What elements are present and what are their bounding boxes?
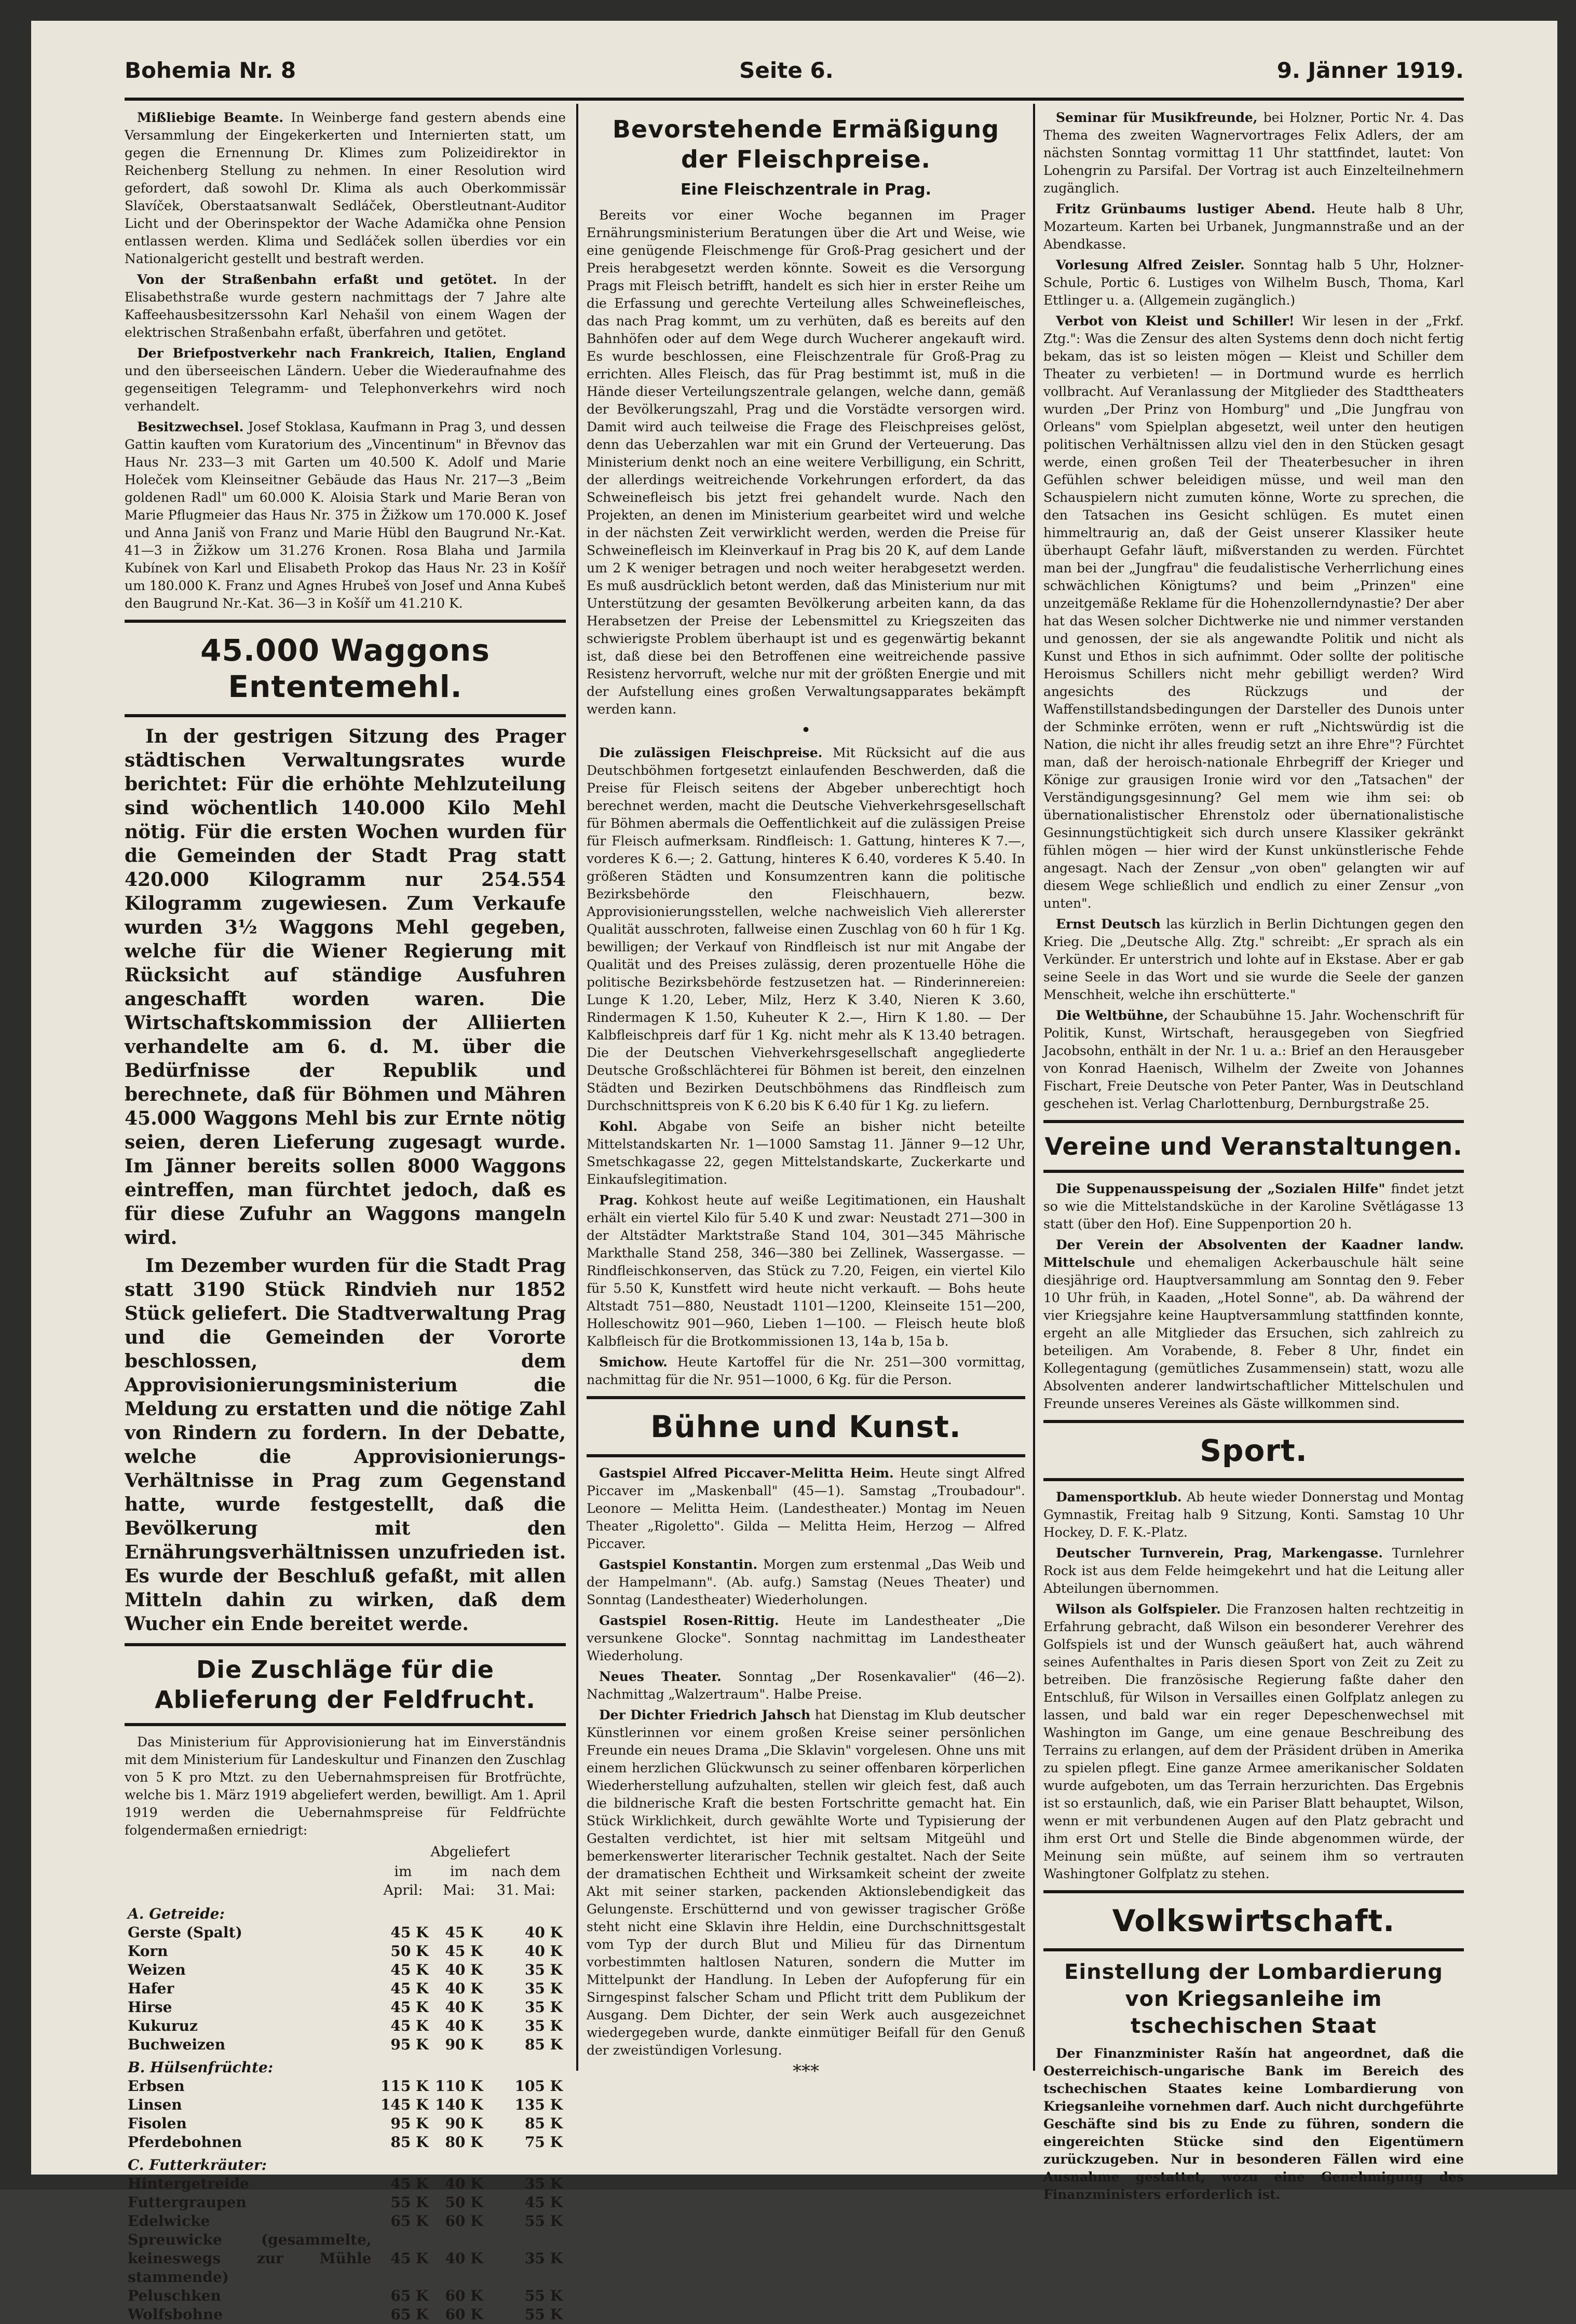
buehne-lead: Neues Theater. <box>599 1669 722 1684</box>
sport-title: Sport. <box>1200 1433 1308 1468</box>
vereine-heading-box <box>1043 1120 1464 1173</box>
price-name: Linsen <box>128 2096 182 2113</box>
price-mai: 45 K <box>445 1924 483 1941</box>
price-april: 45 K <box>390 2175 429 2192</box>
price-group-label: A. Getreide: <box>128 1905 225 1922</box>
sport-text: Turnlehrer Rock ist aus dem Felde heimgekehrt und hat die Leitung aller Abteilungen übernommen. <box>1043 1546 1464 1596</box>
buehne-title: Bühne und Kunst. <box>650 1409 961 1444</box>
price-row <box>125 2017 566 2035</box>
price-april: 45 K <box>390 1961 429 1978</box>
lombard-text: Der Finanzminister Rašín hat angeordnet, daß die Oesterreichisch-ungarische Bank im Bereich des tschechischen Staates keine Lombardierung von Kriegsanleihe vornehmen darf. Auch nicht durchgeführte Geschäfte sind bis zu Ende zu führen, sondern die eingereichten Stücke sind den Eigentümern zurückzugeben. Nur in besonderen Fällen wird eine Ausnahme gestattet, wozu eine Genehmigung des Finanzministers erforderlich ist. <box>1043 2046 1464 2202</box>
kunst-lead: Ernst Deutsch <box>1056 917 1161 932</box>
price-row <box>125 2287 566 2305</box>
waggons-heading-box <box>125 620 566 717</box>
kunst-item <box>1043 1007 1464 1113</box>
price-april: 45 K <box>390 1999 429 2016</box>
lombard-title: Einstellung der Lombardierung von Kriegsanleihe im tschechischen Staat <box>1064 1960 1443 2038</box>
zuschlaege-intro: Das Ministerium für Approvisionierung hat im Einverständnis mit dem Ministerium für Landeskultur und Finanzen den Zuschlag von 5 K pro Mtzt. zu den Uebernahmspreisen für Brotfrüchte, welche bis 1. März 1919 abgeliefert werden, bewilligt. Am 1. April 1919 werden die Uebernahmspreise für Feldfrüchte folgendermaßen erniedrigt: <box>125 1734 566 1838</box>
notice-item <box>587 1192 1025 1350</box>
sport-lead: Wilson als Golfspieler. <box>1056 1602 1221 1617</box>
kunst-lead: Fritz Grünbaums lustiger Abend. <box>1056 201 1316 216</box>
section-star: • <box>800 720 811 741</box>
price-mai: 110 K <box>434 2077 483 2095</box>
price-after: 85 K <box>524 2115 563 2132</box>
buehne-item <box>587 1706 1025 2059</box>
kunst-text: Sonntag halb 5 Uhr, Holzner-Schule, Portic 6. Lustiges von Wilhelm Busch, Thoma, Karl Ettlinger u. a. (Allgemein zugänglich.) <box>1043 257 1464 308</box>
kunst-text: bei Holzner, Portic Nr. 4. Das Thema des zweiten Wagnervortrages Felix Adlers, der am nächsten Sonntag vormittag 11 Uhr stattfindet, lautet: Von Lohengrin zu Parsifal. Der Vortrag ist auch Einzelteilnehmern zugänglich. <box>1043 110 1464 196</box>
buehne-text: Heute im Landestheater „Die versunkene Glocke". Sonntag nachmittag im Landestheater Wiederholung. <box>587 1613 1025 1663</box>
vereine-item <box>1043 1236 1464 1413</box>
price-group-row <box>125 2152 566 2175</box>
price-after: 35 K <box>524 2250 563 2267</box>
notice-text: Abgabe von Seife an bisher nicht beteilte Mittelstandskarten Nr. 1—1000 Samstag 11. Jänner 9—12 Uhr, Smetschkagasse 22, gegen Mittelstandskarte, Zuckerkarte und Einkaufslegitimation. <box>587 1119 1025 1187</box>
price-mai: 40 K <box>445 2250 483 2267</box>
notice-item <box>587 1118 1025 1188</box>
buehne-item <box>587 1668 1025 1703</box>
price-after: 35 K <box>524 2017 563 2034</box>
kunst-lead: Die Weltbühne, <box>1056 1008 1169 1023</box>
price-april: 95 K <box>390 2115 429 2132</box>
buehne-lead: Gastspiel Rosen-Rittig. <box>599 1613 779 1628</box>
price-table <box>125 1842 566 2324</box>
kunst-text: Heute halb 8 Uhr, Mozarteum. Karten bei Urbanek, Jungmannstraße und an der Abendkasse. <box>1043 201 1464 252</box>
column-rule-2 <box>1033 104 1035 2071</box>
price-row <box>125 1998 566 2017</box>
waggons-paragraph: Im Dezember wurden für die Stadt Prag statt 3190 Stück Rindvieh nur 1852 Stück geliefert. Die Stadtverwaltung Prag und die Gemeinden der Vororte beschlossen, dem Approvisionierungsministerium die Meldung zu erstatten und die nötige Zahl von Rindern zu fordern. In der Debatte, welche die Approvisionierungs-Verhältnisse in Prag zum Gegenstand hatte, wurde festgestellt, daß die Bevölkerung mit den Ernährungsverhältnissen unzufrieden ist. Es wurde der Beschluß gefaßt, mit allen Mitteln dahin zu wirken, daß dem Wucher ein Ende bereitet werde. <box>125 1255 566 1635</box>
news-lead: Besitzwechsel. <box>137 419 244 434</box>
price-table-super-header: Abgeliefert <box>430 1844 510 1860</box>
kunst-text: Wir lesen in der „Frkf. Ztg.": Was die Zensur des alten Systems denn doch nicht fertig bekam, das ist so leisten mögen — Kleist und Schiller dem Theater zu verbieten! — in Dortmund wurde es herrlich vollbracht. Auf Veranlassung der Mitglieder des Stadttheaters wurden „Der Prinz von Homburg" und „Die Jungfrau von Orleans" vom Spielplan abgesetzt, weil unter den heutigen politischen Verhältnissen allzu viel den in den Stücken gesagt werde, einen großen Teil der Theaterbesucher in ihren Gefühlen schwer beleidigen müsse, und weil man den Schauspielern nicht zumuten könne, Worte zu sprechen, die den Tatsachen ins Gesicht schlügen. Es mutet einen himmeltraurig an, daß der Geist unserer Klassiker heute überhaupt Gefahr läuft, mißverstanden zu werden. Fürchtet man bei der „Jungfrau" die feudalistische Verherrlichung eines schwächlichen Königtums? und beim „Prinzen" eine unzeitgemäße Reklame für die Hohenzollerndynastie? Der aber hat das Wesen solcher Dichtwerke nie und nimmer verstanden und genossen, der sie als angewandte Politik und nicht als Kunst und Ethos in sich aufnimmt. Oder sollte der politische Heroismus Schillers nicht mehr gebilligt werden? Wird angesichts des Rückzugs und der Waffenstillstandsbedingungen der Darsteller des Dunois unter der Schminke erröten, wenn er ruft „Nichtswürdig ist die Nation, die nicht ihr alles freudig setzt an ihre Ehre"? Fürchtet man, daß der heroisch-nationale Ehrbegriff der Krieger und Könige zur grausigen Ironie wird vor den „Tatsachen" der Verständigungsgesinnung? Gel mem wie ihm sei: ob übernationalistischer Ehrenstolz oder übernationalistische Gesinnungstüchtigkeit sich durch unsere Klassiker gekränkt fühlen mögen — hier wird der Kunst unkünstlerische Fehde angesagt. Nach der Zensur „von oben" gelangten wir auf diesem Wege schließlich und endlich zu einer Zensur „von unten". <box>1043 313 1464 911</box>
notice-text: Heute Kartoffel für die Nr. 251—300 vormittag, nachmittag für die Nr. 951—1000, 6 Kg. für die Person. <box>587 1355 1025 1387</box>
price-name: Hintergetreide <box>128 2175 249 2192</box>
column-1 <box>125 109 566 2323</box>
price-row <box>125 2305 566 2324</box>
price-april: 115 K <box>380 2077 429 2095</box>
vereine-text: und ehemaligen Ackerbauschule hält seine diesjährige ord. Hauptversammlung am Sonntag den 9. Feber 10 Uhr früh, in Kaaden, „Hotel Sonne", ab. Da während der vier Kriegsjahre keine Hauptversammlung stattfinden konnte, ergeht an alle Mitglieder das Ersuchen, sich zahlreich zu beteiligen. Am Vorabende, 8. Feber 8 Uhr, findet ein Kollegentagung (gemütliches Zusammensein) statt, wozu alle Absolventen anderer landwirtschaftlicher Mittelschulen und Freunde unseres Vereines als Gäste willkommen sind. <box>1043 1255 1464 1411</box>
sport-lead: Damensportklub. <box>1056 1489 1182 1505</box>
price-row <box>125 1961 566 1979</box>
price-after: 75 K <box>524 2134 563 2151</box>
vereine-lead: Der Verein der Absolventen der Kaadner landw. Mittelschule <box>1043 1237 1464 1270</box>
notice-lead: Kohl. <box>599 1119 638 1134</box>
price-mai: 90 K <box>445 2115 483 2132</box>
news-lead: Der Briefpostverkehr nach Frankreich, Italien, England <box>137 346 566 361</box>
kunst-item <box>1043 312 1464 912</box>
kunst-item <box>1043 915 1464 1004</box>
sport-item <box>1043 1544 1464 1597</box>
price-table-header-top <box>125 1842 566 1862</box>
notice-lead: Smichow. <box>599 1355 668 1370</box>
price-mai: 140 K <box>434 2096 483 2113</box>
zuschlaege-title: Die Zuschläge für die Ablieferung der Feldfrucht. <box>155 1656 536 1714</box>
sport-item <box>1043 1488 1464 1541</box>
col-header-april: im April: <box>383 1864 423 1898</box>
buehne-item <box>587 1556 1025 1609</box>
buehne-text: Sonntag „Der Rosenkavalier" (46—2). Nachmittag „Walzertraum". Halbe Preise. <box>587 1669 1025 1702</box>
kunst-item <box>1043 109 1464 197</box>
price-name: Fisolen <box>128 2115 187 2132</box>
price-april: 85 K <box>390 2134 429 2151</box>
price-row <box>125 2035 566 2054</box>
fleisch-title: Bevorstehende Ermäßigung der Fleischpreise. <box>612 115 1000 173</box>
waggons-title: 45.000 Waggons Ententemehl. <box>200 633 490 704</box>
price-name: Gerste (Spalt) <box>128 1924 242 1941</box>
vereine-lead: Die Suppenausspeisung der „Sozialen Hilfe" <box>1056 1181 1385 1196</box>
news-lead: Mißliebige Beamte. <box>137 110 284 125</box>
price-group-row <box>125 2054 566 2077</box>
news-text: Josef Stoklasa, Kaufmann in Prag 3, und dessen Gattin kauften vom Kuratorium des „Vincentinum" in Břevnov das Haus Nr. 233—3 mit Garten um 40.500 K. Adolf und Marie Holeček vom Kleinseitner Gebäude das Haus Nr. 217—3 „Beim goldenen Radl" um 60.000 K. Aloisia Stark und Marie Beran von Marie Pflugmeier das Haus Nr. 375 in Žižkow um 170.000 K. Josef und Anna Janiš von Franz und Marie Hübl den Baugrund Nr.-Kat. 41—3 in Žižkow um 31.276 Kronen. Rosa Blaha und Jarmila Kubínek von Karl und Elisabeth Prokop das Haus Nr. 23 in Košíř um 180.000 K. Franz und Agnes Hrubeš von Josef und Anna Kubeš den Baugrund Nr.-Kat. 36—3 in Košíř um 41.210 K. <box>125 419 566 611</box>
notice-item <box>587 1354 1025 1389</box>
price-table-header <box>125 1862 566 1901</box>
kunst-lead: Vorlesung Alfred Zeisler. <box>1056 257 1245 272</box>
waggons-paragraph: In der gestrigen Sitzung des Prager städtischen Verwaltungsrates wurde berichtet: Für die erhöhte Mehlzuteilung sind wöchentlich 140.000 Kilo Mehl nötig. Für die ersten Wochen wurden für die Gemeinden der Stadt Prag statt 420.000 Kilogramm nur 254.554 Kilogramm zugewiesen. Zum Verkaufe wurden 3½ Waggons Mehl gegeben, welche für die Wiener Regierung mit Rücksicht auf ständige Ausfuhren angeschafft worden waren. Die Wirtschaftskommission der Alliierten verhandelte am 6. d. M. über die Bedürfnisse der Republik und berechnete, daß für Böhmen und Mähren 45.000 Waggons Mehl bis zur Ernte nötig seien, deren Lieferung zugesagt wurde. Im Jänner bereits sollen 8000 Waggons eintreffen, man fürchtet jedoch, daß es für diese Zufuhr an Waggons mangeln wird. <box>125 726 566 1249</box>
price-mai: 40 K <box>445 2175 483 2192</box>
price-name: Edelwicke <box>128 2212 210 2230</box>
price-row <box>125 2175 566 2193</box>
buehne-lead: Gastspiel Konstantin. <box>599 1557 758 1572</box>
price-after: 55 K <box>524 2306 563 2323</box>
wirtschaft-heading-box <box>1043 1890 1464 1951</box>
price-row <box>125 1979 566 1998</box>
price-name: Peluschken <box>128 2287 221 2304</box>
sport-text: Ab heute wieder Donnerstag und Montag Gymnastik, Freitag halb 9 Sitzung, Konti. Samstag 10 Uhr Hockey, D. F. K.-Platz. <box>1043 1489 1464 1540</box>
price-mai: 60 K <box>445 2287 483 2304</box>
price-row <box>125 2133 566 2152</box>
buehne-heading-box <box>587 1396 1025 1457</box>
kunst-text: las kürzlich in Berlin Dichtungen gegen den Krieg. Die „Deutsche Allg. Ztg." schreibt: „Er sprach als ein Verkünder. Er unterstrich und lohte auf in Ekstase. Aber er gab seine Seele in das Wort und sie wurde die Seele der ganzen Menschheit, welche ihn erschütterte." <box>1043 917 1464 1002</box>
price-after: 40 K <box>524 1943 563 1960</box>
fleischpreise-text: Mit Rücksicht auf die aus Deutschböhmen fortgesetzt einlaufenden Beschwerden, daß die Preise für Fleisch seitens der Abgeber unberechtigt hoch berechnet werden, macht die Deutsche Viehverkehrsgesellschaft für Böhmen abermals die Oeffentlichkeit auf die zulässigen Preise für Fleisch aufmerksam. Rindfleisch: 1. Gattung, hinteres K 7.—, vorderes K 6.—; 2. Gattung, hinteres K 6.40, vorderes K 5.40. In größeren Städten und Konsumzentren kann die politische Bezirksbehörde den Fleischhauern, bezw. Approvisionierungsstellen, welche nachweislich Vieh allererster Qualität ausschroten, fallweise einen Zuschlag von 60 h für 1 Kg. bewilligen; der Verkauf von Rindfleisch ist nur mit Angabe der Qualität und des Preises zulässig, deren prozentuelle Höhe die politische Bezirksbehörde festzusetzen hat. — Rinderinnereien: Lunge K 1.20, Leber, Milz, Herz K 3.40, Nieren K 3.60, Rindermagen K 1.50, Kuheuter K 2.—, Hirn K 1.80. — Der Kalbfleischpreis darf für 1 Kg. nicht mehr als K 13.40 betragen. Die der Deutschen Viehverkehrsgesellschaft angegliederte Deutsche Großschlächterei für Böhmen ist bereit, den einzelnen Städten und Bezirken Deutschböhmens das Rindfleisch zum Durchschnittspreis von K 6.20 bis K 6.40 für 1 Kg. zu liefern. <box>587 745 1025 1113</box>
header-date: 9. Jänner 1919. <box>1276 57 1464 83</box>
news-item <box>125 418 566 612</box>
price-after: 105 K <box>514 2077 563 2095</box>
kunst-item <box>1043 200 1464 253</box>
header-issue: Bohemia Nr. 8 <box>125 57 296 83</box>
price-after: 40 K <box>524 1924 563 1941</box>
buehne-item <box>587 1465 1025 1553</box>
notice-text: Kohkost heute auf weiße Legitimationen, ein Haushalt erhält ein viertel Kilo für 5.40 K und zwar: Neustadt 271—300 in der Altstädter Marktstraße Stand 104, 301—345 Mährische Markthalle Stand 258, 346—380 bei Zellinek, Wassergasse. — Rindfleischkonserven, das Stück zu 7.20, Feigen, ein viertel Kilo für 5.50 K, Kunstfett wird heute nicht verkauft. — Bohs heute Altstadt 751—880, Neustadt 1101—1200, Kleinseite 151—200, Holleschowitz 901—960, Lieben 1—100. — Fleisch heute bloß Kalbfleisch für die Brotkommissionen 13, 14a b, 15a b. <box>587 1193 1026 1349</box>
price-april: 65 K <box>390 2287 429 2304</box>
price-name: Buchweizen <box>128 2036 226 2053</box>
price-april: 95 K <box>390 2036 429 2053</box>
price-mai: 60 K <box>445 2212 483 2230</box>
price-mai: 80 K <box>445 2134 483 2151</box>
price-april: 45 K <box>390 2017 429 2034</box>
notice-lead: Prag. <box>599 1193 638 1208</box>
news-text: In der Elisabethstraße wurde gestern nachmittags der 7 Jahre alte Kaffeehausbesitzerssohn Karl Nehašil von einem Wagen der elektrischen Straßenbahn erfaßt, überfahren und getötet. <box>125 272 566 340</box>
price-name: Korn <box>128 1943 168 1960</box>
price-mai: 50 K <box>445 2194 483 2211</box>
end-mark: *** <box>793 2061 819 2082</box>
kunst-item <box>1043 256 1464 309</box>
column-2 <box>587 109 1026 2082</box>
news-item <box>125 271 566 341</box>
sport-item <box>1043 1601 1464 1883</box>
price-after: 35 K <box>524 1961 563 1978</box>
price-name: Futtergraupen <box>128 2194 247 2211</box>
col-header-after: nach dem 31. Mai: <box>491 1864 561 1898</box>
price-april: 50 K <box>390 1943 429 1960</box>
buehne-lead: Der Dichter Friedrich Jahsch <box>599 1707 811 1723</box>
vereine-item <box>1043 1180 1464 1233</box>
price-name: Hirse <box>128 1999 172 2016</box>
kunst-lead: Seminar für Musikfreunde, <box>1056 110 1258 125</box>
header-page-number: Seite 6. <box>739 57 834 83</box>
price-name: Wolfsbohne <box>128 2306 223 2323</box>
price-group-row <box>125 1901 566 1923</box>
price-after: 85 K <box>524 2036 563 2053</box>
price-april: 65 K <box>390 2212 429 2230</box>
news-block <box>125 109 566 612</box>
price-row <box>125 2231 566 2287</box>
price-april: 45 K <box>390 1980 429 1997</box>
buehne-text: Morgen zum erstenmal „Das Weib und der Hampelmann". (Ab. aufg.) Samstag (Neues Theater) und Sonntag (Landestheater) Wiederholungen. <box>587 1557 1025 1607</box>
price-after: 45 K <box>524 2194 563 2211</box>
price-april: 45 K <box>390 2250 429 2267</box>
price-april: 45 K <box>390 1924 429 1941</box>
price-row <box>125 1942 566 1961</box>
news-item <box>125 345 566 415</box>
news-text: In Weinberge fand gestern abends eine Versammlung der Eingekerkerten und Internierten statt, um gegen die Ernennung Dr. Klimes zum Polizeidirektor in Reichenberg Stellung zu nehmen. In einer Resolution wird gefordert, daß sowohl Dr. Klima als auch Oberkommissär Slavíček, Oberstaatsanwalt Sedláček, Oberstleutnant-Auditor Licht und der Oberinspektor der Wache Adamička ohne Pension entlassen werden. Klima und Sedláček sollen überdies vor ein Nationalgericht gestellt und bestraft werden. <box>125 110 566 266</box>
sport-heading-box <box>1043 1420 1464 1481</box>
buehne-item <box>587 1612 1025 1665</box>
fleisch-subtitle: Eine Fleischzentrale in Prag. <box>681 181 931 199</box>
header-rule <box>125 98 1464 101</box>
page-header <box>125 47 1464 93</box>
sport-lead: Deutscher Turnverein, Prag, Markengasse. <box>1056 1546 1383 1561</box>
price-mai: 90 K <box>445 2036 483 2053</box>
price-table-body <box>125 1901 566 2324</box>
price-after: 35 K <box>524 2175 563 2192</box>
sport-text: Die Franzosen halten rechtzeitig in Erfahrung gebracht, daß Wilson ein besonderer Verehrer des Golfspiels ist und der Wunsch geäußert hat, auch während seines Aufenthaltes in Paris diesen Sport von Zeit zu Zeit zu betreiben. Die französische Regierung faßte daher den Entschluß, für Wilson in Versailles einen Golfplatz anlegen zu lassen, und bald war ein reger Depeschenwechsel mit Washington im Gange, um eine genaue Beschreibung des Terrains zu erlangen, auf dem der Präsident drüben in Amerika zu spielen pflegt. Eine ganze Armee amerikanischer Soldaten wurde aufgeboten, um das Terrain herzurichten. Das Ergebnis ist so erstaunlich, daß, wie ein Pariser Blatt behauptet, Wilson, wenn er mit verbundenen Augen auf den Platz gebracht und ihm erst Ort und Stelle die Binde abgenommen würde, der Meinung sein müßte, auf seinem ihm so vertrauten Washingtoner Golfplatz zu stehen. <box>1043 1602 1464 1881</box>
waggons-article <box>125 724 566 1636</box>
price-name: Spreuwicke (gesammelte, keineswegs zur Mühle stammende) <box>128 2231 372 2286</box>
price-mai: 40 K <box>445 1980 483 1997</box>
price-april: 65 K <box>390 2306 429 2323</box>
price-row <box>125 2096 566 2114</box>
price-mai: 40 K <box>445 1961 483 1978</box>
price-name: Erbsen <box>128 2077 185 2095</box>
fleisch-paragraph: Bereits vor einer Woche begannen im Prager Ernährungsministerium Beratungen über die Art und Weise, wie eine genügende Fleischmenge für Groß-Prag gesichert und der Preis herabgesetzt werden könnte. Soweit es die Versorgung Prags mit Fleisch betrifft, handelt es sich hier in erster Reihe um die Erfassung und gerechte Verteilung alles Schweinefleisches, das nach Prag kommt, um zu verhüten, daß es bereits auf den Bahnhöfen oder auf dem Wege durch Wucherer angekauft wird. Es wurde beschlossen, eine Fleischzentrale für Groß-Prag zu errichten. Alles Fleisch, das für Prag bestimmt ist, muß in die Hände dieser Verteilungszentrale gelangen, welche dann, gemäß der Bevölkerungszahl, Prag und die Vorstädte versorgen wird. Damit wird auch teilweise die Frage des Fleischpreises gelöst, denn das Ueberzahlen war mit ein Grund der Verteuerung. Das Ministerium denkt noch an eine weitere Verbilligung, ein Schritt, der allerdings weitreichende Vorkehrungen erfordert, da das Schweinefleisch bis jetzt frei gehandelt wurde. Nach den Projekten, an denen im Ministerium gearbeitet wird und welche in der nächsten Zeit verwirklicht werden, werden die Preise für Schweinefleisch im Kleinverkauf in Prag bis 20 K, auf dem Lande um 2 K weniger betragen und noch weiter herabgesetzt werden. Es muß ausdrücklich betont werden, daß das Ministerium nur mit Unterstützung der gesamten Bevölkerung arbeiten kann, da das Herabsetzen der Preise der Lebensmittel zu Kriegszeiten das schwierigste Problem überhaupt ist und es gegenwärtig bekannt ist, daß diese bei den Betroffenen eine weitreichende passive Resistenz hervorruft, welche nur mit der größten Energie und mit der Aufstellung eines großen Verwaltungsapparates bekämpft werden kann. <box>587 208 1025 717</box>
news-lead: Von der Straßenbahn erfaßt und getötet. <box>137 272 497 287</box>
price-row <box>125 2212 566 2231</box>
price-after: 55 K <box>524 2212 563 2230</box>
buehne-text: hat Dienstag im Klub deutscher Künstlerinnen vor einem großen Kreise seiner persönlichen Freunde ein neues Drama „Die Sklavin" vorgelesen. Ohne uns mit einem herzlichen Glückwunsch zu seiner offenbaren körperlichen Wiederherstellung aufzuhalten, stellen wir gleich fest, daß auch die bildnerische Kraft die besten Fortschritte gemacht hat. Ein Stück Wirklichkeit, durch gewählte Worte und Typisierung der Gestalten verdichtet, ist hier mit seltsam Mitgeühl und bemerkenswerter literarischer Technik gestaltet. Nach der Seite der dramatischen Echtheit und Wirksamkeit scheint der zweite Akt mit seiner starken, packenden Aktionslebendigkeit das Gelungenste. Erschütternd und von gewisser tragischer Größe steht nicht eine Sklavin ihre Heldin, eine Durchschnittsgestalt vom Typ der durch Blut und Milieu für das Dirnentum vorbestimmten haltlosen Naturen, sondern die Mutter im Mittelpunkt der Handlung. In Leben der Aufopferung für ein Sirngespinst falscher Scham und Pflicht tritt dem Publikum der Ausgang. Dem Dichter, der sein Werk auch ausgezeichnet wiedergegeben wurde, dankte einmütiger Beifall für den Genuß der zweistündigen Vorlesung. <box>587 1707 1025 2058</box>
price-row <box>125 1923 566 1942</box>
price-row <box>125 2193 566 2212</box>
price-after: 55 K <box>524 2287 563 2304</box>
news-text: und den überseeischen Ländern. Ueber die Wiederaufnahme des gegenseitigen Telegramm- und Telephonverkehrs wird noch verhandelt. <box>125 363 566 414</box>
price-april: 55 K <box>390 2194 429 2211</box>
col-header-mai: im Mai: <box>443 1864 475 1898</box>
buehne-lead: Gastspiel Alfred Piccaver-Melitta Heim. <box>599 1466 894 1481</box>
price-mai: 40 K <box>445 1999 483 2016</box>
wirtschaft-title: Volkswirtschaft. <box>1112 1903 1395 1938</box>
price-name: Pferdebohnen <box>128 2134 242 2151</box>
news-item <box>125 109 566 268</box>
column-3 <box>1043 109 1464 2202</box>
price-group-label: C. Futterkräuter: <box>128 2156 267 2173</box>
price-row <box>125 2114 566 2133</box>
buehne-text: Heute singt Alfred Piccaver im „Maskenball" (45—1). Samstag „Troubadour". Leonore — Melitta Heim. (Landestheater.) Montag im Neuen Theater „Rigoletto". Gilda — Melitta Heim, Herzog — Alfred Piccaver. <box>587 1466 1025 1551</box>
vereine-text: findet jetzt so wie die Mittelstandsküche in der Karoline Světlágasse 13 statt (über den Hof). Eine Suppenportion 20 h. <box>1043 1181 1464 1232</box>
price-april: 145 K <box>380 2096 429 2113</box>
column-rule-1 <box>576 104 578 2071</box>
price-name: Hafer <box>128 1980 174 1997</box>
zuschlaege-heading-box <box>125 1643 566 1726</box>
kunst-lead: Verbot von Kleist und Schiller! <box>1056 313 1295 329</box>
price-mai: 45 K <box>445 1943 483 1960</box>
fleischpreise-lead: Die zulässigen Fleischpreise. <box>599 745 823 760</box>
price-row <box>125 2077 566 2096</box>
price-after: 35 K <box>524 1999 563 2016</box>
price-group-label: B. Hülsenfrüchte: <box>128 2059 274 2076</box>
price-after: 35 K <box>524 1980 563 1997</box>
price-name: Kukuruz <box>128 2017 198 2034</box>
fleischpreise-item <box>587 744 1025 1115</box>
price-name: Weizen <box>128 1961 186 1978</box>
kunst-text: der Schaubühne 15. Jahr. Wochenschrift für Politik, Kunst, Wirtschaft, herausgegeben von Siegfried Jacobsohn, enthält in der Nr. 1 u. a.: Brief an den Herausgeber von Konrad Haenisch, Wilhelm der Zweite von Johannes Fischart, Freie Deutsche von Peter Panter, Was in Deutschland geschehen ist. Verlag Charlottenburg, Dernburgstraße 25. <box>1043 1008 1464 1111</box>
vereine-title: Vereine und Veranstaltungen. <box>1044 1132 1463 1160</box>
price-after: 135 K <box>514 2096 563 2113</box>
price-mai: 40 K <box>445 2017 483 2034</box>
price-mai: 60 K <box>445 2306 483 2323</box>
